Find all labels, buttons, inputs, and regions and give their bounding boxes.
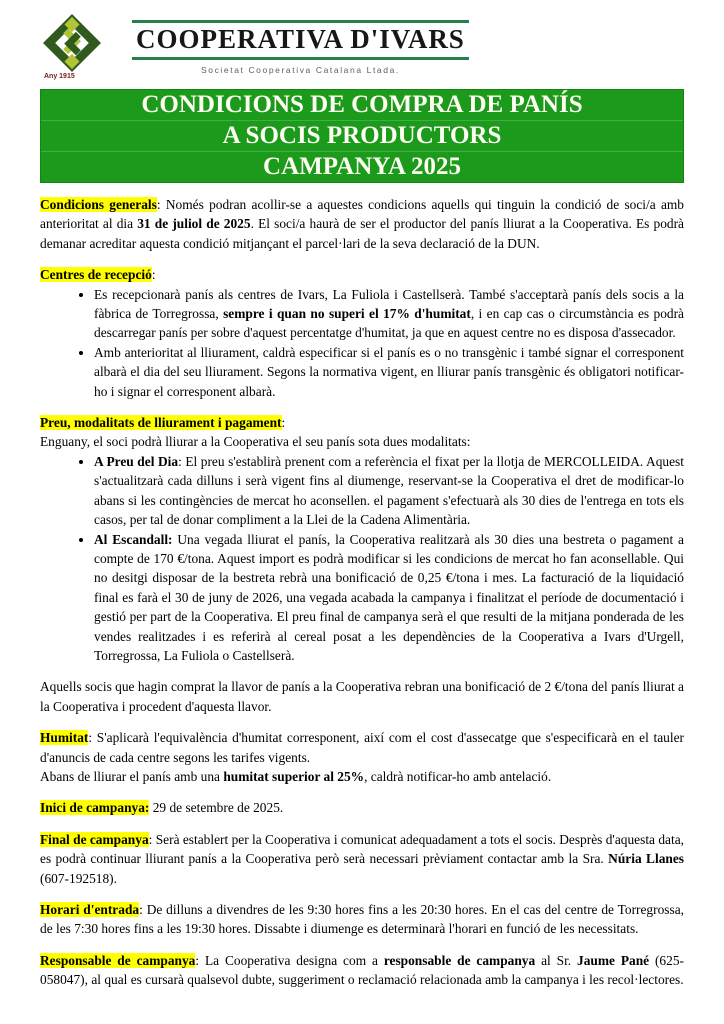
body-text: : De dilluns a divendres de les 9:30 hores fins a les 20:30 hores. En el cas del centre de Torregrossa, de les 7:30 hores fins a les 19:30 hores. Dissabte i diumenge es determinarà l'horari en funció de les necessitats. [40, 902, 684, 937]
body-text: . El soci/a haurà de ser el productor del panís lliurat a la Cooperativa. Es podrà demanar acreditar aquesta condició mitjançant el parcel·lari de la seva declaració de la DUN. [40, 216, 684, 251]
section-heading-text: Horari d'entrada [40, 902, 140, 917]
paragraph [40, 798, 684, 817]
body-text: Enguany, el soci podrà lliurar a la Cooperativa el seu panís sota dues modalitats: [40, 434, 471, 450]
body-text: Al Escandall: [94, 531, 173, 547]
body-text: Es recepcionarà panís als centres de Ivars, La Fuliola i Castellserà. També s'acceptarà panís dels socis a la fàbrica de Torregrossa, [94, 286, 684, 322]
body-text: : El preu s'establirà prenent com a referència el fixat per la llotja de MERCOLLEIDA. Aquest s'actualitzarà cada dilluns i serà vigent fins al diumenge, reservant-se la Cooperativa el dret de modificar-lo abans si les contingències de mercat ho aconsellen. el pagament s'efectuarà als 30 dies de l'entrega en tots els casos, per tal de donar compliment a la Llei de la Cadena Alimentària. [94, 453, 684, 528]
wordmark-rule-bottom [132, 57, 469, 60]
body-text: 29 de setembre de 2025. [149, 800, 284, 816]
body-text: : Només podran acollir-se a aquestes condicions aquells qui tinguin la condició de soci/a amb anterioritat al dia [40, 197, 684, 232]
paragraph [40, 900, 684, 939]
body-text: , i en cap cas o circumstància es podrà descarregar panís per sobre d'aquest percentatge d'humitat, ja que en aquest centre no es disposa d'assecador. [94, 306, 684, 341]
body-text: Abans de lliurar el panís amb una [40, 768, 224, 784]
body-text: responsable de campanya [383, 952, 536, 968]
title-line-1: CONDICIONS DE COMPRA DE PANÍS [141, 91, 583, 118]
body-text: : S'aplicarà l'equivalència d'humitat corresponent, així com el cost d'assecatge que s'especificarà en el tauler d'anuncis de cada centre segons les tarifes vigents. [40, 730, 684, 765]
logo-year-label: Any 1915 [44, 73, 75, 80]
cooperativa-logo-icon [40, 14, 104, 72]
bullet-item [94, 452, 684, 530]
section-heading-text: Humitat [40, 730, 89, 746]
body-text: Aquells socis que hagin comprat la llavor de panís a la Cooperativa rebran una bonificació de 2 €/tona del panís lliurat a la Cooperativa i procedent d'aquesta llavor. [40, 679, 684, 714]
paragraph [40, 728, 684, 767]
org-name: COOPERATIVA D'IVARS [136, 24, 465, 54]
title-line-3: CAMPANYA 2025 [41, 151, 683, 182]
paragraph [40, 830, 684, 888]
body-text: humitat superior al 25% [223, 768, 365, 784]
section-heading-text: Responsable de campanya [40, 952, 196, 968]
body-text: : [151, 267, 156, 283]
body-text: 31 de juliol de 2025 [137, 216, 251, 232]
body-text: A Preu del Dia [94, 453, 179, 469]
paragraph [40, 265, 684, 284]
body-text: Jaume Pané [577, 952, 650, 968]
bullet-item [94, 343, 684, 401]
body-text: , caldrà notificar-ho amb antelació. [364, 768, 552, 784]
document-body [40, 195, 684, 990]
paragraph [40, 677, 684, 716]
bullet-list [40, 452, 684, 665]
section-heading-text: Condicions generals [40, 197, 157, 212]
paragraph [40, 413, 684, 432]
title-line-2: A SOCIS PRODUCTORS [41, 120, 683, 151]
paragraph [40, 951, 684, 990]
paragraph [40, 432, 684, 451]
org-subtitle: Societat Cooperativa Catalana Ltada. [200, 65, 400, 76]
body-text: Amb anterioritat al lliurament, caldrà especificar si el panís es o no transgènic i també signar el corresponent albarà el dia del seu lliurament. Segons la normativa vigent, en lliurar panís transgènic és obligatori notificar-ho i signar el corresponent albarà. [94, 344, 684, 399]
wordmark-block [132, 20, 469, 75]
bullet-item [94, 285, 684, 343]
body-text: sempre i quan no superi el 17% d'humitat [223, 306, 471, 322]
body-text: : La Cooperativa designa com a [195, 952, 384, 968]
body-text: (607-192518). [40, 870, 117, 886]
section-heading-text: Inici de campanya: [40, 800, 150, 816]
bullet-list [40, 285, 684, 401]
section-heading-text: Centres de recepció [40, 267, 152, 283]
paragraph [40, 767, 684, 786]
title-banner [40, 89, 684, 183]
bullet-item [94, 530, 684, 666]
body-text: Núria Llanes [608, 851, 684, 867]
section-heading-text: Preu, modalitats de lliurament i pagament [40, 415, 282, 431]
body-text: : Serà establert per la Cooperativa i comunicat adequadament a tots el socis. Desprès d'aquesta data, es podrà continuar lliurant panís a la Cooperativa però serà necessari prèviament contactar amb la Sra. [40, 831, 684, 867]
cooperativa-logo [40, 14, 118, 80]
body-text: al Sr. [535, 952, 578, 968]
paragraph [40, 195, 684, 253]
body-text: Una vegada lliurat el panís, la Cooperativa realitzarà als 30 dies una bestreta o pagament a compte de 170 €/tona. Aquest import es podrà modificar si les condicions de mercat ho fan aconsellable. Qui no desitgi disposar de la bestreta rebrà una bonificació de 0,25 €/tona i mes. La facturació de la liquidació final es farà el 30 de juny de 2026, una vegada acabada la campanya i finalitzat el període de documentació i gestió per part de la Cooperativa. El preu final de campanya serà el que resulti de la mitjana ponderada de les vendes realitzades i es referirà al cereal posat a les dependències de la Cooperativa a Ivars d'Urgell, Torregrossa, La Fuliola o Castellserà. [94, 531, 684, 663]
body-text: : [281, 415, 286, 431]
section-heading-text: Final de campanya [40, 831, 149, 847]
letterhead [40, 14, 684, 80]
body-text: (625-058047), al qual es cursarà qualsevol dubte, suggeriment o reclamació relacionada amb la campanya i les recol·lectores. [40, 952, 684, 988]
